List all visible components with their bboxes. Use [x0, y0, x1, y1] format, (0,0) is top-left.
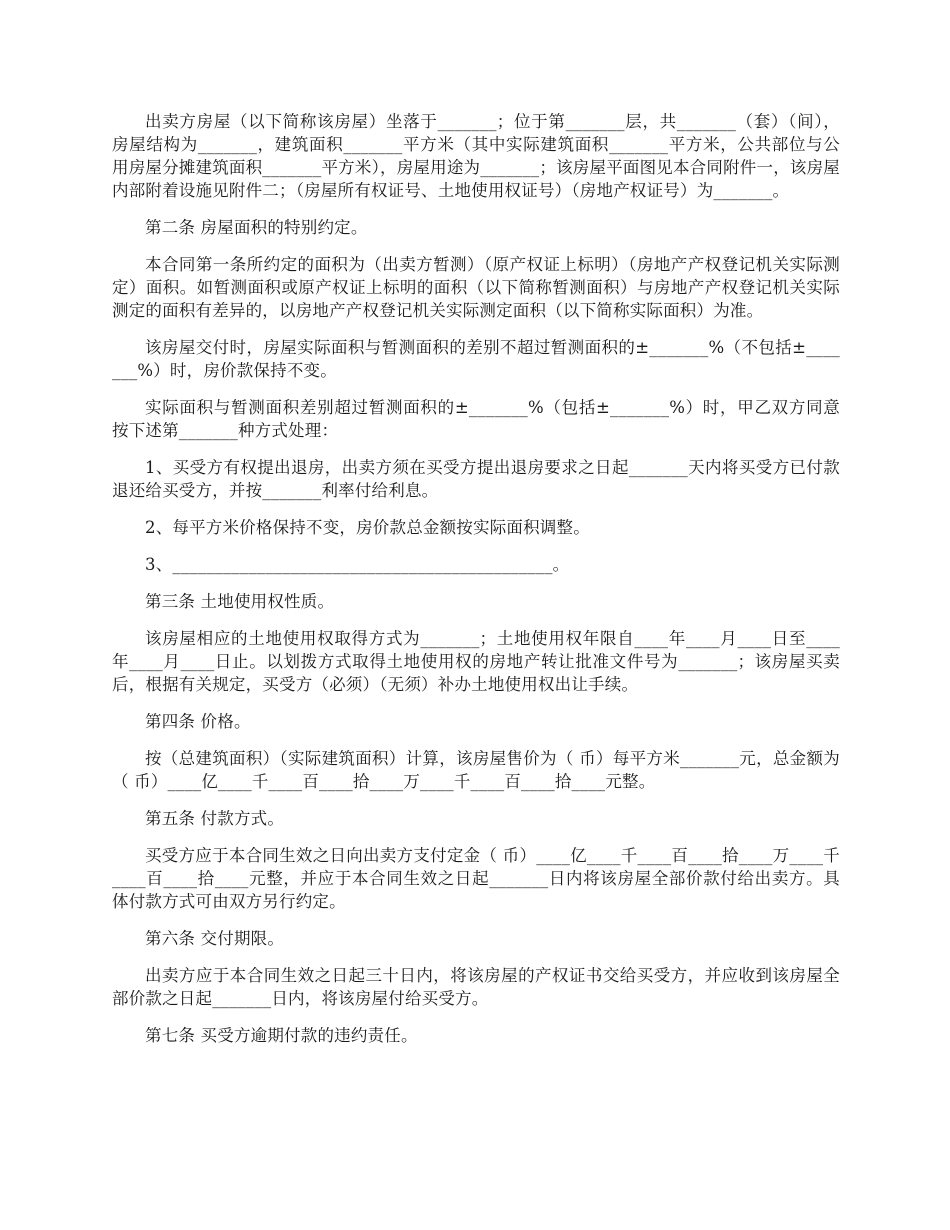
heading-article-3: 第三条 土地使用权性质。 [145, 592, 335, 611]
paragraph-price: 按（总建筑面积）（实际建筑面积）计算，该房屋售价为（ 币）每平方米_______元，总金额为（ 币）____亿____千____百____拾____万____千____百____拾____元整。 [112, 749, 840, 791]
paragraph-option-3: 3、_____________________________________________。 [145, 555, 570, 574]
paragraph-area-tolerance: 该房屋交付时，房屋实际面积与暂测面积的差别不超过暂测面积的±_______%（不包括±_______%）时，房价款保持不变。 [112, 338, 840, 380]
paragraph-area-definition: 本合同第一条所约定的面积为（出卖方暂测）（原产权证上标明）（房地产产权登记机关实际测定）面积。如暂测面积或原产权证上标明的面积（以下简称暂测面积）与房地产产权登记机关实际测定的面积有差异的，以房地产产权登记机关实际测定面积（以下简称实际面积）为准。 [112, 255, 840, 320]
paragraph-option-1: 1、买受方有权提出退房，出卖方须在买受方提出退房要求之日起_______天内将买受方已付款退还给买受方，并按_______利率付给利息。 [112, 458, 840, 500]
heading-article-2: 第二条 房屋面积的特别约定。 [145, 218, 368, 237]
heading-article-4: 第四条 价格。 [145, 712, 251, 731]
heading-article-6: 第六条 交付期限。 [145, 929, 285, 948]
paragraph-area-exceed: 实际面积与暂测面积差别超过暂测面积的±_______%（包括±_______%）时，甲乙双方同意按下述第_______种方式处理： [112, 398, 840, 440]
paragraph-delivery: 出卖方应于本合同生效之日起三十日内，将该房屋的产权证书交给买受方，并应收到该房屋全部价款之日起_______日内，将该房屋付给买受方。 [112, 966, 840, 1008]
paragraph-property-description: 出卖方房屋（以下简称该房屋）坐落于_______；位于第_______层，共_______（套）（间），房屋结构为_______，建筑面积_______平方米（其中实际建筑面积_______平方米，公共部位与公用房屋分摊建筑面积_______平方米），房屋用途为_______；该房屋平面图见本合同附件一，该房屋内部附着设施见附件二；（房屋所有权证号、土地使用权证号）（房地产权证号）为_______。 [112, 112, 840, 200]
heading-article-5: 第五条 付款方式。 [145, 809, 285, 828]
paragraph-payment: 买受方应于本合同生效之日向出卖方支付定金（ 币）____亿____千____百____拾____万____千____百____拾____元整，并应于本合同生效之日起_______日内将该房屋全部价款付给出卖方。具体付款方式可由双方另行约定。 [112, 846, 840, 911]
heading-article-7: 第七条 买受方逾期付款的违约责任。 [145, 1026, 418, 1045]
paragraph-option-2: 2、每平方米价格保持不变，房价款总金额按实际面积调整。 [145, 518, 590, 537]
paragraph-land-use: 该房屋相应的土地使用权取得方式为_______；土地使用权年限自____年____月____日至____年____月____日止。以划拨方式取得土地使用权的房地产转让批准文件号为_______；该房屋买卖后，根据有关规定，买受方（必须）（无须）补办土地使用权出让手续。 [112, 629, 840, 694]
document-page [112, 110, 840, 1061]
